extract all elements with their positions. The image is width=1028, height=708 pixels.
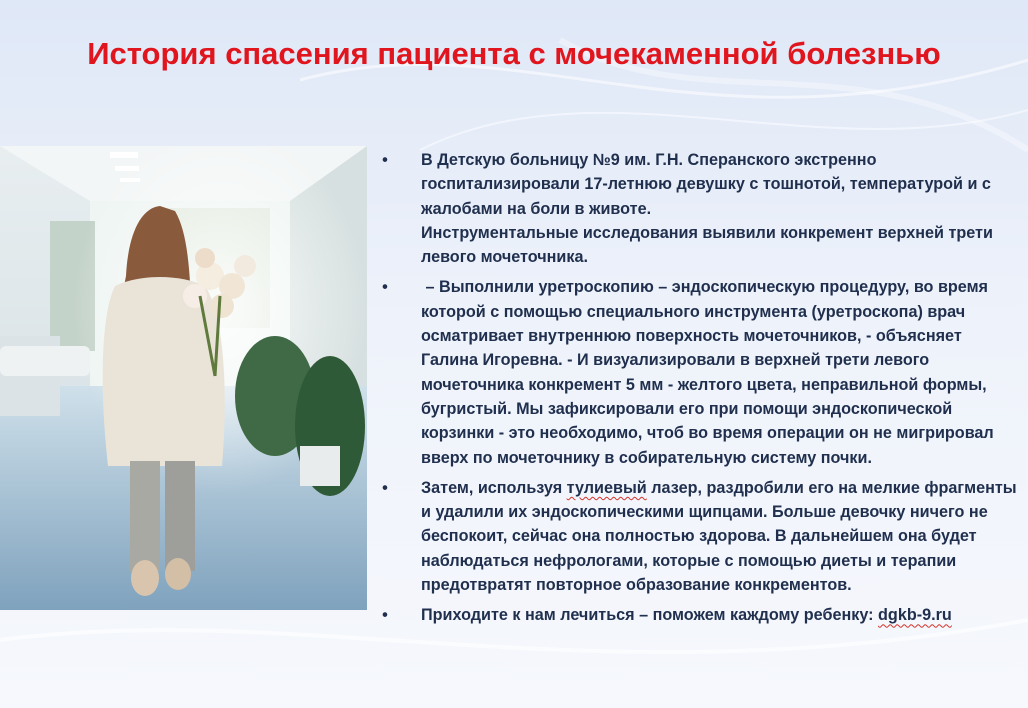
list-item: [378, 148, 1020, 269]
bullet-marker: •: [382, 606, 388, 625]
list-item: [378, 275, 1020, 469]
website-link[interactable]: dgkb-9.ru: [878, 606, 952, 625]
paragraph-text-end: лазер, раздробили его на мелкие фрагменты и удалили их эндоскопическими щипцами. Больше девочку ничего не беспокоит, сейчас она полностью здорова. В дальнейшем она будет наблюдаться нефрологами, которые с помощью диеты и терапии предотвратят повторное образование конкрементов.: [421, 478, 1022, 595]
bullet-marker: •: [382, 278, 388, 297]
list-item: [378, 603, 1020, 627]
spellcheck-word: тулиевый: [566, 478, 647, 497]
paragraph-text: – Выполнили уретроскопию – эндоскопическую процедуру, во время которой с помощью специального инструмента (уретроскопа) врач осматривает внутреннюю поверхность мочеточников, - объясняет Галина Игоревна. - И визуализировали в верхней трети левого мочеточника конкремент 5 мм - желтого цвета, неправильной формы, бугристый. Мы зафиксировали его при помощи эндоскопической корзинки - это необходимо, чтоб во время операции он не мигрировал вверх по мочеточнику в собирательную систему почки.: [421, 278, 999, 467]
paragraph-text: Инструментальные исследования выявили конкремент верхней трети левого мочеточника.: [421, 223, 993, 267]
paragraph-text: Приходите к нам лечиться – поможем каждому ребенку:: [421, 606, 879, 625]
list-item: [378, 476, 1020, 597]
paragraph-text: В Детскую больницу №9 им. Г.Н. Сперанского экстренно госпитализировали 17-летнюю девушку с тошнотой, температурой и с жалобами на боли в животе.: [421, 151, 991, 218]
hospital-corridor-photo: [0, 146, 367, 610]
bullet-marker: •: [382, 151, 388, 169]
paragraph-text-start: Затем, используя: [421, 478, 567, 497]
bullet-marker: •: [382, 478, 388, 497]
slide-title: История спасения пациента с мочекаменной болезнью: [87, 36, 941, 71]
slide-body: [378, 148, 1020, 634]
